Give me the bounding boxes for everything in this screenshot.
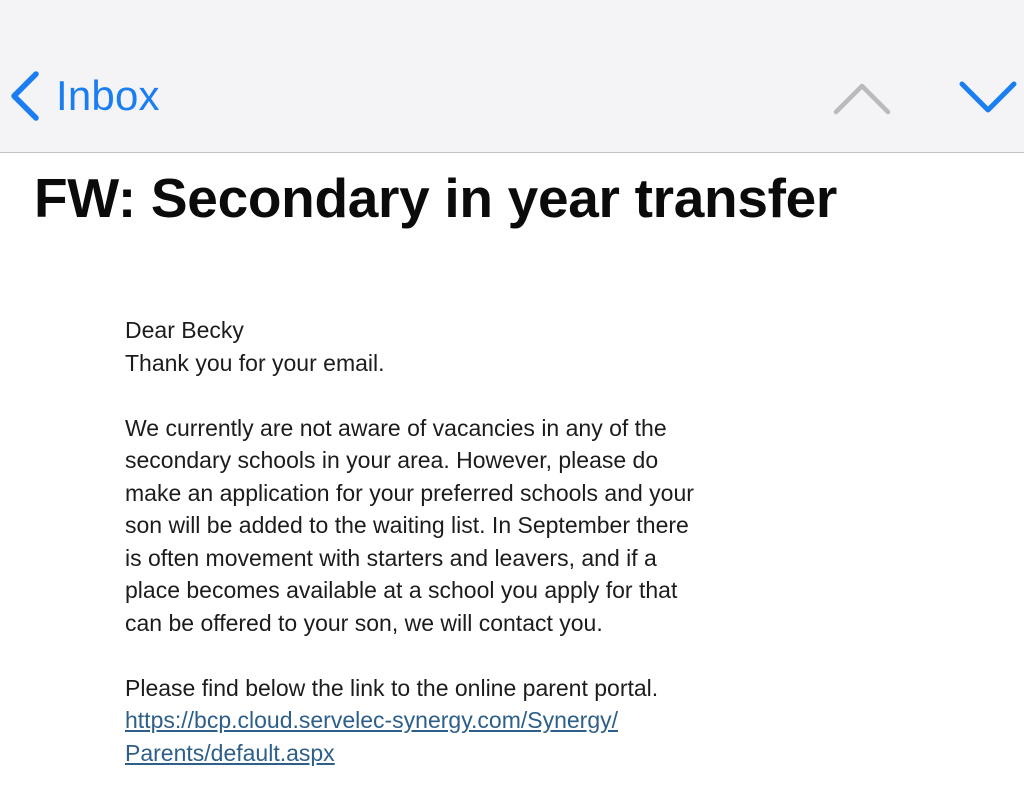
paragraph-spacer: [125, 379, 885, 412]
paragraph-line: make an application for your preferred schools and your: [125, 479, 694, 506]
portal-link-line[interactable]: Parents/default.aspx: [125, 739, 335, 766]
paragraph-line: is often movement with starters and leavers, and if a: [125, 544, 657, 571]
paragraph-line: son will be added to the waiting list. In September there: [125, 512, 689, 538]
portal-link-line[interactable]: https://bcp.cloud.servelec-synergy.com/Synergy/: [125, 707, 619, 733]
paragraph-line: place becomes available at a school you apply for that: [125, 577, 678, 603]
chevron-left-icon: [6, 70, 42, 122]
greeting-text: Dear Becky: [125, 317, 244, 343]
previous-message-chevron-up-icon[interactable]: [832, 80, 892, 116]
link-intro-text: Please find below the link to the online parent portal.: [125, 674, 659, 701]
paragraph-line: can be offered to your son, we will contact you.: [125, 609, 603, 636]
next-message-chevron-down-icon[interactable]: [958, 80, 1018, 116]
back-label: Inbox: [56, 72, 160, 119]
paragraph-line: We currently are not aware of vacancies in any of the: [125, 414, 667, 441]
thanks-text: Thank you for your email.: [125, 349, 385, 376]
vacancy-paragraph: [125, 412, 885, 640]
parent-portal-link[interactable]: [125, 704, 885, 769]
paragraph-spacer: [125, 639, 885, 672]
nav-bar: [0, 0, 1024, 153]
email-body: [125, 314, 885, 769]
paragraph-line: secondary schools in your area. However, please do: [125, 447, 659, 473]
email-subject: FW: Secondary in year transfer: [34, 167, 838, 229]
back-to-inbox-button[interactable]: [6, 68, 160, 124]
